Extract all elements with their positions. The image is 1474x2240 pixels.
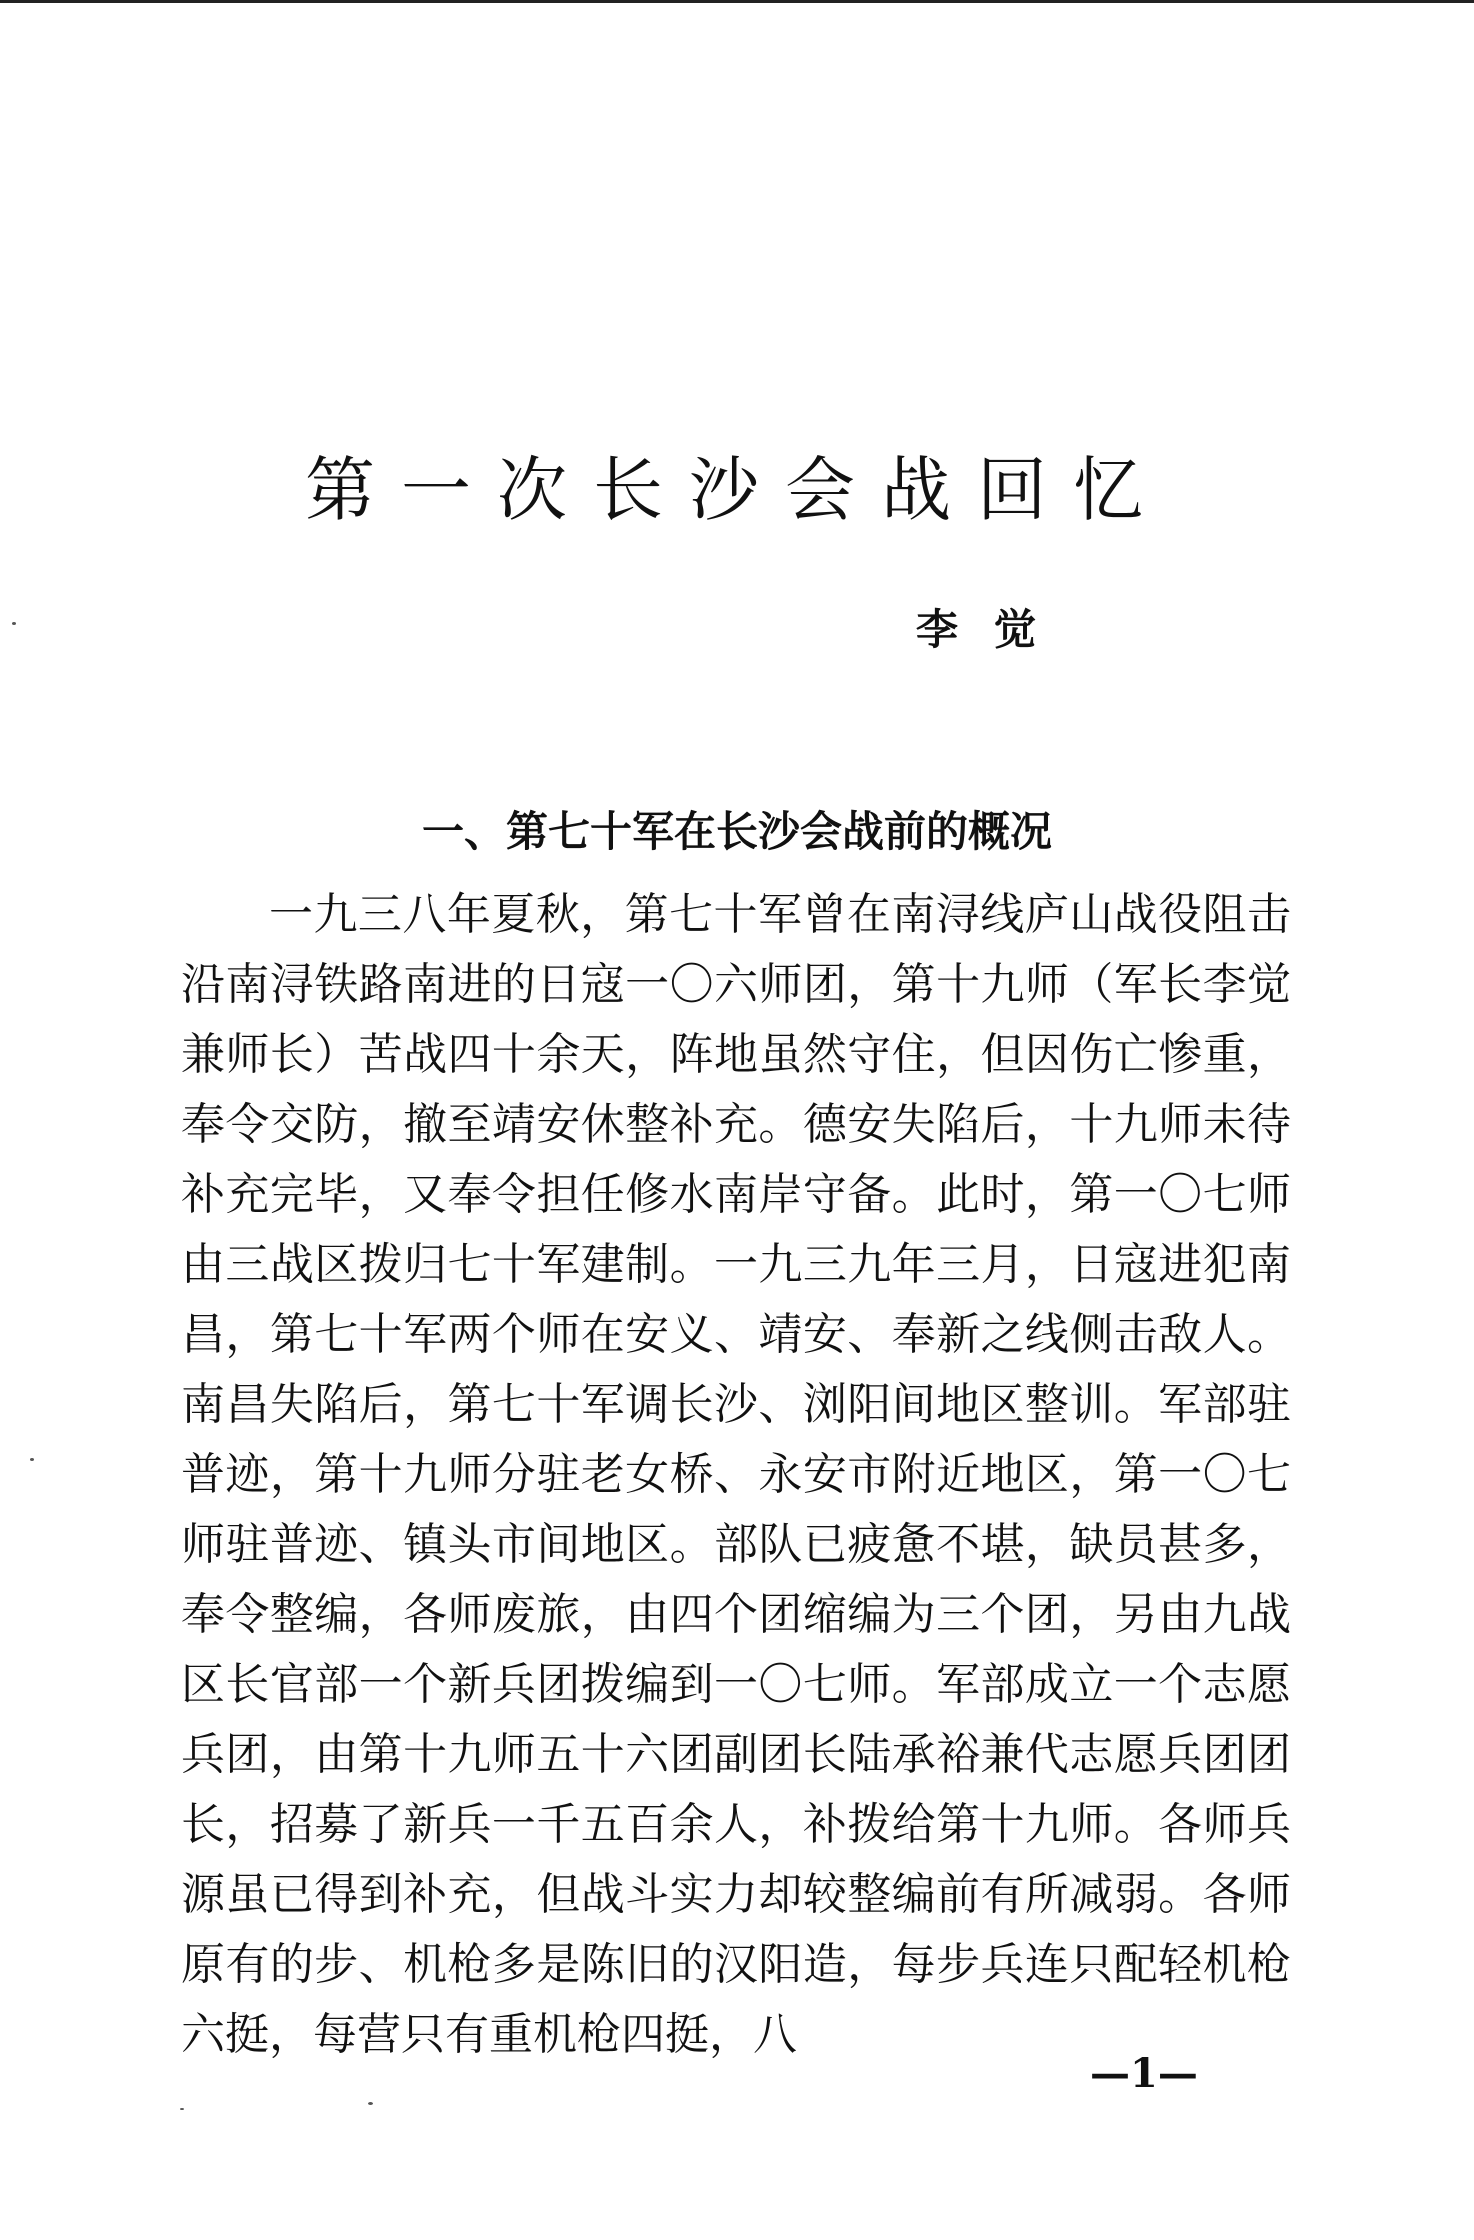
scan-speck (12, 622, 16, 625)
scan-speck (30, 1458, 34, 1461)
article-title: 第一次长沙会战回忆 (305, 449, 1169, 531)
scan-speck (368, 2102, 373, 2105)
author-name: 李觉 (916, 605, 1073, 654)
top-border-rule (0, 0, 1474, 3)
scan-speck (180, 2108, 184, 2110)
page-number: —1— (1090, 2050, 1198, 2097)
section-heading: 一、第七十军在长沙会战前的概况 (421, 807, 1052, 856)
body-paragraph: 一九三八年夏秋，第七十军曾在南浔线庐山战役阻击沿南浔铁路南进的日寇一〇六师团，第十九师（军长李觉兼师长）苦战四十余天，阵地虽然守住，但因伤亡惨重，奉令交防，撤至靖安休整补充。德安失陷后，十九师未待补充完毕，又奉令担任修水南岸守备。此时，第一〇七师由三战区拨归七十军建制。一九三九年三月，日寇进犯南昌，第七十军两个师在安义、靖安、奉新之线侧击敌人。南昌失陷后，第七十军调长沙、浏阳间地区整训。军部驻普迹，第十九师分驻老女桥、永安市附近地区，第一〇七师驻普迹、镇头市间地区。部队已疲惫不堪，缺员甚多，奉令整编，各师废旅，由四个团缩编为三个团，另由九战区长官部一个新兵团拨编到一〇七师。军部成立一个志愿兵团，由第十九师五十六团副团长陆承裕兼代志愿兵团团长，招募了新兵一千五百余人，补拨给第十九师。各师兵源虽已得到补充，但战斗实力却较整编前有所减弱。各师原有的步、机枪多是陈旧的汉阳造，每步兵连只配轻机枪六挺，每营只有重机枪四挺，八 (181, 889, 1291, 2060)
